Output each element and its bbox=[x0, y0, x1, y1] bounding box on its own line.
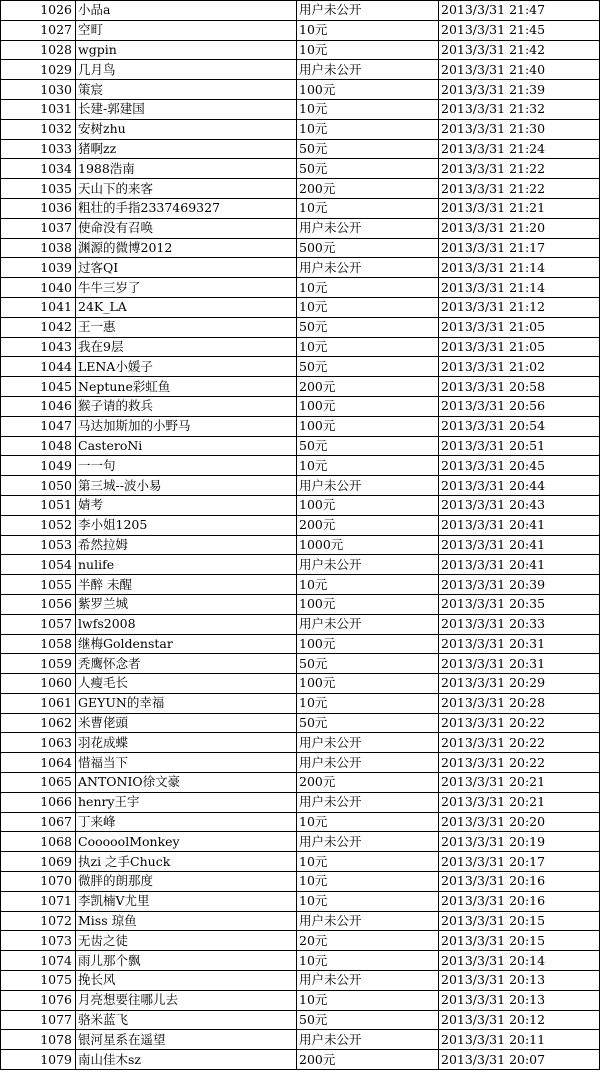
table-row bbox=[1, 198, 600, 218]
row-number-cell: 1048 bbox=[1, 436, 76, 456]
username-cell: CooooolMonkey bbox=[76, 832, 297, 852]
row-number-cell: 1063 bbox=[1, 733, 76, 753]
table-row bbox=[1, 614, 600, 634]
amount-cell: 10元 bbox=[297, 812, 439, 832]
username-cell: 李小姐1205 bbox=[76, 515, 297, 535]
row-number-cell: 1049 bbox=[1, 456, 76, 476]
amount-cell: 10元 bbox=[297, 20, 439, 40]
timestamp-cell: 2013/3/31 20:51 bbox=[439, 436, 600, 456]
amount-cell: 用户未公开 bbox=[297, 971, 439, 991]
username-cell: wgpin bbox=[76, 40, 297, 60]
table-row bbox=[1, 594, 600, 614]
amount-cell: 用户未公开 bbox=[297, 792, 439, 812]
amount-cell: 50元 bbox=[297, 436, 439, 456]
table-row bbox=[1, 733, 600, 753]
timestamp-cell: 2013/3/31 20:29 bbox=[439, 674, 600, 694]
row-number-cell: 1029 bbox=[1, 60, 76, 80]
timestamp-cell: 2013/3/31 20:22 bbox=[439, 713, 600, 733]
timestamp-cell: 2013/3/31 20:22 bbox=[439, 733, 600, 753]
username-cell: 1988浩南 bbox=[76, 159, 297, 179]
username-cell: 李凯楠V尤里 bbox=[76, 891, 297, 911]
row-number-cell: 1077 bbox=[1, 1010, 76, 1030]
timestamp-cell: 2013/3/31 21:17 bbox=[439, 238, 600, 258]
username-cell: 猴子请的救兵 bbox=[76, 396, 297, 416]
amount-cell: 用户未公开 bbox=[297, 614, 439, 634]
amount-cell: 10元 bbox=[297, 119, 439, 139]
timestamp-cell: 2013/3/31 21:14 bbox=[439, 278, 600, 298]
username-cell: 羽花成蝶 bbox=[76, 733, 297, 753]
username-cell: 安树zhu bbox=[76, 119, 297, 139]
table-row bbox=[1, 515, 600, 535]
timestamp-cell: 2013/3/31 21:20 bbox=[439, 218, 600, 238]
amount-cell: 用户未公开 bbox=[297, 1, 439, 21]
username-cell: 24K_LA bbox=[76, 297, 297, 317]
row-number-cell: 1042 bbox=[1, 317, 76, 337]
timestamp-cell: 2013/3/31 21:40 bbox=[439, 60, 600, 80]
username-cell: 米曹佬頭 bbox=[76, 713, 297, 733]
row-number-cell: 1026 bbox=[1, 1, 76, 21]
table-row bbox=[1, 337, 600, 357]
amount-cell: 用户未公开 bbox=[297, 911, 439, 931]
timestamp-cell: 2013/3/31 20:21 bbox=[439, 773, 600, 793]
row-number-cell: 1066 bbox=[1, 792, 76, 812]
table-row bbox=[1, 40, 600, 60]
username-cell: 牛牛三岁了 bbox=[76, 278, 297, 298]
timestamp-cell: 2013/3/31 20:13 bbox=[439, 971, 600, 991]
table-row bbox=[1, 535, 600, 555]
amount-cell: 10元 bbox=[297, 891, 439, 911]
table-row bbox=[1, 951, 600, 971]
username-cell: lwfs2008 bbox=[76, 614, 297, 634]
username-cell: ANTONIO徐文豪 bbox=[76, 773, 297, 793]
timestamp-cell: 2013/3/31 20:39 bbox=[439, 575, 600, 595]
row-number-cell: 1047 bbox=[1, 416, 76, 436]
row-number-cell: 1058 bbox=[1, 634, 76, 654]
row-number-cell: 1059 bbox=[1, 654, 76, 674]
row-number-cell: 1079 bbox=[1, 1050, 76, 1070]
amount-cell: 10元 bbox=[297, 575, 439, 595]
row-number-cell: 1076 bbox=[1, 990, 76, 1010]
timestamp-cell: 2013/3/31 20:20 bbox=[439, 812, 600, 832]
table-row bbox=[1, 416, 600, 436]
amount-cell: 100元 bbox=[297, 634, 439, 654]
username-cell: 丁来峰 bbox=[76, 812, 297, 832]
amount-cell: 100元 bbox=[297, 594, 439, 614]
table-row bbox=[1, 753, 600, 773]
table-row bbox=[1, 456, 600, 476]
username-cell: 马达加斯加的小野马 bbox=[76, 416, 297, 436]
table-row bbox=[1, 575, 600, 595]
timestamp-cell: 2013/3/31 20:33 bbox=[439, 614, 600, 634]
row-number-cell: 1071 bbox=[1, 891, 76, 911]
table-row bbox=[1, 119, 600, 139]
table-row bbox=[1, 377, 600, 397]
username-cell: 继梅Goldenstar bbox=[76, 634, 297, 654]
timestamp-cell: 2013/3/31 20:07 bbox=[439, 1050, 600, 1070]
row-number-cell: 1072 bbox=[1, 911, 76, 931]
row-number-cell: 1033 bbox=[1, 139, 76, 159]
amount-cell: 用户未公开 bbox=[297, 476, 439, 496]
amount-cell: 200元 bbox=[297, 377, 439, 397]
amount-cell: 10元 bbox=[297, 951, 439, 971]
username-cell: henry王宇 bbox=[76, 792, 297, 812]
timestamp-cell: 2013/3/31 20:19 bbox=[439, 832, 600, 852]
row-number-cell: 1045 bbox=[1, 377, 76, 397]
row-number-cell: 1043 bbox=[1, 337, 76, 357]
row-number-cell: 1060 bbox=[1, 674, 76, 694]
timestamp-cell: 2013/3/31 20:11 bbox=[439, 1030, 600, 1050]
timestamp-cell: 2013/3/31 20:14 bbox=[439, 951, 600, 971]
timestamp-cell: 2013/3/31 21:45 bbox=[439, 20, 600, 40]
table-row bbox=[1, 555, 600, 575]
row-number-cell: 1035 bbox=[1, 179, 76, 199]
table-row bbox=[1, 476, 600, 496]
table-row bbox=[1, 238, 600, 258]
timestamp-cell: 2013/3/31 21:14 bbox=[439, 258, 600, 278]
username-cell: 猪啊zz bbox=[76, 139, 297, 159]
table-row bbox=[1, 971, 600, 991]
table-row bbox=[1, 1030, 600, 1050]
timestamp-cell: 2013/3/31 20:54 bbox=[439, 416, 600, 436]
username-cell: GEYUN的幸福 bbox=[76, 693, 297, 713]
row-number-cell: 1075 bbox=[1, 971, 76, 991]
amount-cell: 用户未公开 bbox=[297, 218, 439, 238]
username-cell: Neptune彩虹鱼 bbox=[76, 377, 297, 397]
amount-cell: 10元 bbox=[297, 278, 439, 298]
timestamp-cell: 2013/3/31 21:47 bbox=[439, 1, 600, 21]
amount-cell: 100元 bbox=[297, 416, 439, 436]
row-number-cell: 1031 bbox=[1, 99, 76, 119]
username-cell: 人瘦毛长 bbox=[76, 674, 297, 694]
username-cell: 雨儿那个飘 bbox=[76, 951, 297, 971]
table-row bbox=[1, 179, 600, 199]
username-cell: 几月鸟 bbox=[76, 60, 297, 80]
timestamp-cell: 2013/3/31 20:16 bbox=[439, 872, 600, 892]
amount-cell: 10元 bbox=[297, 990, 439, 1010]
amount-cell: 20元 bbox=[297, 931, 439, 951]
table-row bbox=[1, 278, 600, 298]
row-number-cell: 1041 bbox=[1, 297, 76, 317]
row-number-cell: 1068 bbox=[1, 832, 76, 852]
username-cell: 惜福当下 bbox=[76, 753, 297, 773]
username-cell: 微胖的朗那度 bbox=[76, 872, 297, 892]
timestamp-cell: 2013/3/31 20:16 bbox=[439, 891, 600, 911]
timestamp-cell: 2013/3/31 20:41 bbox=[439, 555, 600, 575]
table-row bbox=[1, 297, 600, 317]
row-number-cell: 1054 bbox=[1, 555, 76, 575]
amount-cell: 500元 bbox=[297, 238, 439, 258]
table-row bbox=[1, 773, 600, 793]
table-row bbox=[1, 396, 600, 416]
row-number-cell: 1036 bbox=[1, 198, 76, 218]
username-cell: 无齿之徒 bbox=[76, 931, 297, 951]
username-cell: 天山下的来客 bbox=[76, 179, 297, 199]
row-number-cell: 1044 bbox=[1, 357, 76, 377]
username-cell: 粗壮的手指2337469327 bbox=[76, 198, 297, 218]
amount-cell: 用户未公开 bbox=[297, 1030, 439, 1050]
row-number-cell: 1050 bbox=[1, 476, 76, 496]
timestamp-cell: 2013/3/31 21:22 bbox=[439, 179, 600, 199]
table-row bbox=[1, 891, 600, 911]
timestamp-cell: 2013/3/31 20:12 bbox=[439, 1010, 600, 1030]
amount-cell: 用户未公开 bbox=[297, 258, 439, 278]
table-row bbox=[1, 139, 600, 159]
table-row bbox=[1, 317, 600, 337]
table-row bbox=[1, 1, 600, 21]
row-number-cell: 1064 bbox=[1, 753, 76, 773]
table-row bbox=[1, 99, 600, 119]
amount-cell: 10元 bbox=[297, 337, 439, 357]
timestamp-cell: 2013/3/31 21:42 bbox=[439, 40, 600, 60]
timestamp-cell: 2013/3/31 21:22 bbox=[439, 159, 600, 179]
row-number-cell: 1032 bbox=[1, 119, 76, 139]
username-cell: 月亮想要往哪儿去 bbox=[76, 990, 297, 1010]
table-row bbox=[1, 812, 600, 832]
timestamp-cell: 2013/3/31 20:41 bbox=[439, 515, 600, 535]
timestamp-cell: 2013/3/31 21:32 bbox=[439, 99, 600, 119]
row-number-cell: 1039 bbox=[1, 258, 76, 278]
timestamp-cell: 2013/3/31 21:05 bbox=[439, 337, 600, 357]
table-row bbox=[1, 852, 600, 872]
timestamp-cell: 2013/3/31 20:43 bbox=[439, 495, 600, 515]
row-number-cell: 1030 bbox=[1, 80, 76, 100]
timestamp-cell: 2013/3/31 21:02 bbox=[439, 357, 600, 377]
row-number-cell: 1070 bbox=[1, 872, 76, 892]
username-cell: 紫罗兰城 bbox=[76, 594, 297, 614]
amount-cell: 用户未公开 bbox=[297, 753, 439, 773]
username-cell: 执zi 之手Chuck bbox=[76, 852, 297, 872]
username-cell: 希然拉姆 bbox=[76, 535, 297, 555]
amount-cell: 50元 bbox=[297, 1010, 439, 1030]
timestamp-cell: 2013/3/31 20:15 bbox=[439, 931, 600, 951]
username-cell: CasteroNi bbox=[76, 436, 297, 456]
username-cell: nulife bbox=[76, 555, 297, 575]
row-number-cell: 1073 bbox=[1, 931, 76, 951]
timestamp-cell: 2013/3/31 20:35 bbox=[439, 594, 600, 614]
row-number-cell: 1038 bbox=[1, 238, 76, 258]
table-row bbox=[1, 495, 600, 515]
username-cell: 空町 bbox=[76, 20, 297, 40]
amount-cell: 10元 bbox=[297, 456, 439, 476]
table-body bbox=[1, 1, 600, 1070]
amount-cell: 50元 bbox=[297, 713, 439, 733]
table-row bbox=[1, 792, 600, 812]
username-cell: LENA小媛子 bbox=[76, 357, 297, 377]
row-number-cell: 1034 bbox=[1, 159, 76, 179]
row-number-cell: 1037 bbox=[1, 218, 76, 238]
timestamp-cell: 2013/3/31 20:58 bbox=[439, 377, 600, 397]
timestamp-cell: 2013/3/31 21:30 bbox=[439, 119, 600, 139]
amount-cell: 用户未公开 bbox=[297, 832, 439, 852]
username-cell: 第三城--波小易 bbox=[76, 476, 297, 496]
row-number-cell: 1069 bbox=[1, 852, 76, 872]
table-row bbox=[1, 258, 600, 278]
table-row bbox=[1, 80, 600, 100]
table-row bbox=[1, 159, 600, 179]
timestamp-cell: 2013/3/31 20:56 bbox=[439, 396, 600, 416]
amount-cell: 100元 bbox=[297, 80, 439, 100]
table-row bbox=[1, 654, 600, 674]
username-cell: 我在9层 bbox=[76, 337, 297, 357]
timestamp-cell: 2013/3/31 20:13 bbox=[439, 990, 600, 1010]
amount-cell: 50元 bbox=[297, 159, 439, 179]
timestamp-cell: 2013/3/31 20:31 bbox=[439, 654, 600, 674]
row-number-cell: 1057 bbox=[1, 614, 76, 634]
amount-cell: 200元 bbox=[297, 515, 439, 535]
username-cell: 过客QI bbox=[76, 258, 297, 278]
username-cell: 长建-郭建国 bbox=[76, 99, 297, 119]
row-number-cell: 1040 bbox=[1, 278, 76, 298]
table-row bbox=[1, 218, 600, 238]
amount-cell: 10元 bbox=[297, 872, 439, 892]
table-row bbox=[1, 872, 600, 892]
row-number-cell: 1056 bbox=[1, 594, 76, 614]
username-cell: 一一句 bbox=[76, 456, 297, 476]
timestamp-cell: 2013/3/31 20:31 bbox=[439, 634, 600, 654]
row-number-cell: 1028 bbox=[1, 40, 76, 60]
username-cell: 策宸 bbox=[76, 80, 297, 100]
row-number-cell: 1065 bbox=[1, 773, 76, 793]
amount-cell: 50元 bbox=[297, 357, 439, 377]
timestamp-cell: 2013/3/31 21:05 bbox=[439, 317, 600, 337]
timestamp-cell: 2013/3/31 21:12 bbox=[439, 297, 600, 317]
row-number-cell: 1078 bbox=[1, 1030, 76, 1050]
row-number-cell: 1055 bbox=[1, 575, 76, 595]
username-cell: 挽长风 bbox=[76, 971, 297, 991]
timestamp-cell: 2013/3/31 21:39 bbox=[439, 80, 600, 100]
amount-cell: 100元 bbox=[297, 396, 439, 416]
row-number-cell: 1062 bbox=[1, 713, 76, 733]
timestamp-cell: 2013/3/31 20:45 bbox=[439, 456, 600, 476]
table-row bbox=[1, 911, 600, 931]
username-cell: 南山佳木sz bbox=[76, 1050, 297, 1070]
timestamp-cell: 2013/3/31 20:15 bbox=[439, 911, 600, 931]
timestamp-cell: 2013/3/31 20:28 bbox=[439, 693, 600, 713]
amount-cell: 10元 bbox=[297, 852, 439, 872]
table-row bbox=[1, 832, 600, 852]
username-cell: 秃鹰怀念者 bbox=[76, 654, 297, 674]
timestamp-cell: 2013/3/31 20:17 bbox=[439, 852, 600, 872]
table-row bbox=[1, 713, 600, 733]
timestamp-cell: 2013/3/31 21:21 bbox=[439, 198, 600, 218]
row-number-cell: 1067 bbox=[1, 812, 76, 832]
amount-cell: 50元 bbox=[297, 139, 439, 159]
amount-cell: 100元 bbox=[297, 674, 439, 694]
row-number-cell: 1027 bbox=[1, 20, 76, 40]
timestamp-cell: 2013/3/31 20:21 bbox=[439, 792, 600, 812]
amount-cell: 10元 bbox=[297, 40, 439, 60]
row-number-cell: 1061 bbox=[1, 693, 76, 713]
username-cell: 半醉 未醒 bbox=[76, 575, 297, 595]
row-number-cell: 1052 bbox=[1, 515, 76, 535]
username-cell: 银河星系在遥望 bbox=[76, 1030, 297, 1050]
timestamp-cell: 2013/3/31 21:24 bbox=[439, 139, 600, 159]
table-row bbox=[1, 60, 600, 80]
table-row bbox=[1, 357, 600, 377]
row-number-cell: 1053 bbox=[1, 535, 76, 555]
amount-cell: 用户未公开 bbox=[297, 733, 439, 753]
username-cell: Miss 琼鱼 bbox=[76, 911, 297, 931]
table-row bbox=[1, 1050, 600, 1070]
timestamp-cell: 2013/3/31 20:44 bbox=[439, 476, 600, 496]
row-number-cell: 1046 bbox=[1, 396, 76, 416]
amount-cell: 10元 bbox=[297, 693, 439, 713]
username-cell: 使命没有召唤 bbox=[76, 218, 297, 238]
table-row bbox=[1, 634, 600, 654]
username-cell: 婧考 bbox=[76, 495, 297, 515]
amount-cell: 100元 bbox=[297, 495, 439, 515]
table-row bbox=[1, 1010, 600, 1030]
amount-cell: 200元 bbox=[297, 773, 439, 793]
timestamp-cell: 2013/3/31 20:22 bbox=[439, 753, 600, 773]
username-cell: 小品a bbox=[76, 1, 297, 21]
amount-cell: 用户未公开 bbox=[297, 60, 439, 80]
username-cell: 渊源的微博2012 bbox=[76, 238, 297, 258]
amount-cell: 1000元 bbox=[297, 535, 439, 555]
timestamp-cell: 2013/3/31 20:41 bbox=[439, 535, 600, 555]
amount-cell: 50元 bbox=[297, 654, 439, 674]
table-row bbox=[1, 20, 600, 40]
table-row bbox=[1, 693, 600, 713]
amount-cell: 10元 bbox=[297, 297, 439, 317]
username-cell: 骆米蓝飞 bbox=[76, 1010, 297, 1030]
amount-cell: 10元 bbox=[297, 99, 439, 119]
table-row bbox=[1, 931, 600, 951]
table-row bbox=[1, 674, 600, 694]
row-number-cell: 1051 bbox=[1, 495, 76, 515]
amount-cell: 200元 bbox=[297, 179, 439, 199]
amount-cell: 10元 bbox=[297, 198, 439, 218]
table-row bbox=[1, 990, 600, 1010]
row-number-cell: 1074 bbox=[1, 951, 76, 971]
username-cell: 王一惠 bbox=[76, 317, 297, 337]
amount-cell: 200元 bbox=[297, 1050, 439, 1070]
table-row bbox=[1, 436, 600, 456]
amount-cell: 用户未公开 bbox=[297, 555, 439, 575]
amount-cell: 50元 bbox=[297, 317, 439, 337]
